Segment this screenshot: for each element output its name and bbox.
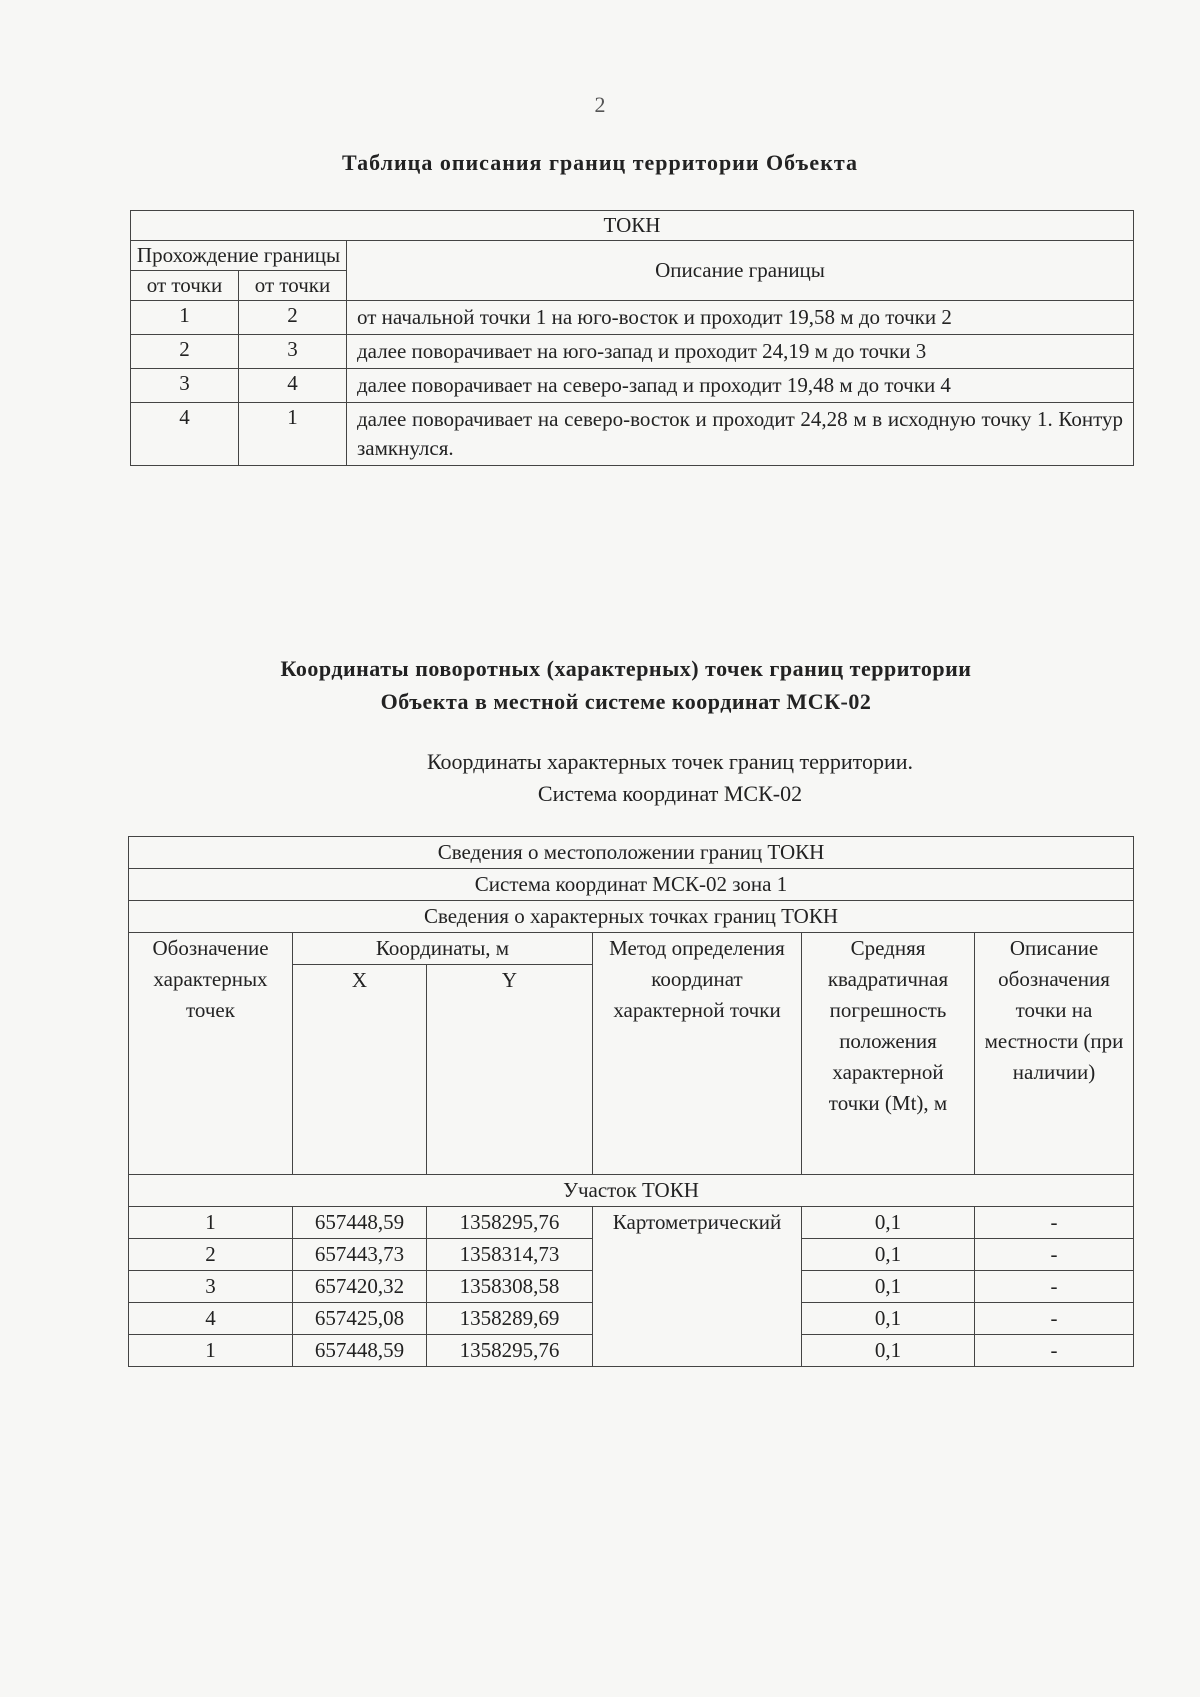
- coords-header: Координаты, м: [293, 933, 593, 965]
- coords-subtitle-line-1: Координаты характерных точек границ территории.: [426, 749, 914, 774]
- point-desc-cell: -: [975, 1207, 1134, 1239]
- x-cell: 657420,32: [293, 1271, 427, 1303]
- coords-subtitle: [0, 746, 1200, 810]
- from-point-header: от точки: [131, 271, 239, 301]
- x-cell: 657448,59: [293, 1207, 427, 1239]
- x-cell: 657425,08: [293, 1303, 427, 1335]
- point-cell: 2: [129, 1239, 293, 1271]
- y-cell: 1358308,58: [427, 1271, 593, 1303]
- point-cell: 1: [129, 1335, 293, 1367]
- rms-error-header: Средняя квадратичная погрешность положения характерной точки (Mt), м: [802, 933, 975, 1175]
- point-desc-cell: -: [975, 1239, 1134, 1271]
- method-cell: Картометрический: [593, 1207, 802, 1367]
- point-description-header: Описание обозначения точки на местности (при наличии): [975, 933, 1134, 1175]
- y-cell: 1358314,73: [427, 1239, 593, 1271]
- point-cell: 4: [129, 1303, 293, 1335]
- y-cell: 1358289,69: [427, 1303, 593, 1335]
- mt-cell: 0,1: [802, 1303, 975, 1335]
- from-point-cell: 4: [131, 403, 239, 466]
- method-header: Метод определения координат характерной точки: [593, 933, 802, 1175]
- table-row: [131, 301, 1134, 335]
- coords-section-title: [0, 652, 1200, 718]
- to-point-cell: 2: [239, 301, 347, 335]
- mt-cell: 0,1: [802, 1207, 975, 1239]
- y-header: Y: [427, 965, 593, 1175]
- boundary-description-cell: далее поворачивает на юго-запад и проходит 24,19 м до точки 3: [347, 335, 1134, 369]
- point-cell: 1: [129, 1207, 293, 1239]
- boundary-description-cell: от начальной точки 1 на юго-восток и проходит 19,58 м до точки 2: [347, 301, 1134, 335]
- designation-header: Обозначение характерных точек: [129, 933, 293, 1175]
- to-point-header: от точки: [239, 271, 347, 301]
- x-header: X: [293, 965, 427, 1175]
- table-row: [129, 1207, 1134, 1239]
- to-point-cell: 3: [239, 335, 347, 369]
- description-header: Описание границы: [347, 241, 1134, 301]
- point-cell: 3: [129, 1271, 293, 1303]
- boundary-description-cell: далее поворачивает на северо-восток и проходит 24,28 м в исходную точку 1. Контур замкнулся.: [347, 403, 1134, 466]
- table-row: [131, 335, 1134, 369]
- mt-cell: 0,1: [802, 1239, 975, 1271]
- x-cell: 657443,73: [293, 1239, 427, 1271]
- y-cell: 1358295,76: [427, 1335, 593, 1367]
- boundary-description-cell: далее поворачивает на северо-запад и проходит 19,48 м до точки 4: [347, 369, 1134, 403]
- from-point-cell: 2: [131, 335, 239, 369]
- boundary-description-table: [130, 210, 1134, 466]
- point-desc-cell: -: [975, 1335, 1134, 1367]
- location-info-caption: Сведения о местоположении границ ТОКН: [129, 837, 1134, 869]
- section-caption: Участок ТОКН: [129, 1175, 1134, 1207]
- table-row: [131, 369, 1134, 403]
- coordinates-table: [128, 836, 1134, 1367]
- y-cell: 1358295,76: [427, 1207, 593, 1239]
- from-point-cell: 3: [131, 369, 239, 403]
- mt-cell: 0,1: [802, 1335, 975, 1367]
- boundary-table-title: Таблица описания границ территории Объекта: [342, 150, 858, 175]
- from-point-cell: 1: [131, 301, 239, 335]
- to-point-cell: 4: [239, 369, 347, 403]
- page-number: 2: [594, 92, 606, 117]
- coordinate-system-caption: Система координат МСК-02 зона 1: [129, 869, 1134, 901]
- coords-title-line-2: Объекта в местной системе координат МСК-02: [380, 689, 872, 714]
- mt-cell: 0,1: [802, 1271, 975, 1303]
- coords-subtitle-line-2: Система координат МСК-02: [537, 781, 803, 806]
- x-cell: 657448,59: [293, 1335, 427, 1367]
- table-row: [131, 403, 1134, 466]
- coords-title-line-1: Координаты поворотных (характерных) точек границ территории: [280, 656, 972, 681]
- point-desc-cell: -: [975, 1303, 1134, 1335]
- points-info-caption: Сведения о характерных точках границ ТОКН: [129, 901, 1134, 933]
- to-point-cell: 1: [239, 403, 347, 466]
- point-desc-cell: -: [975, 1271, 1134, 1303]
- boundary-table-caption: ТОКН: [131, 211, 1134, 241]
- passage-header: Прохождение границы: [131, 241, 347, 271]
